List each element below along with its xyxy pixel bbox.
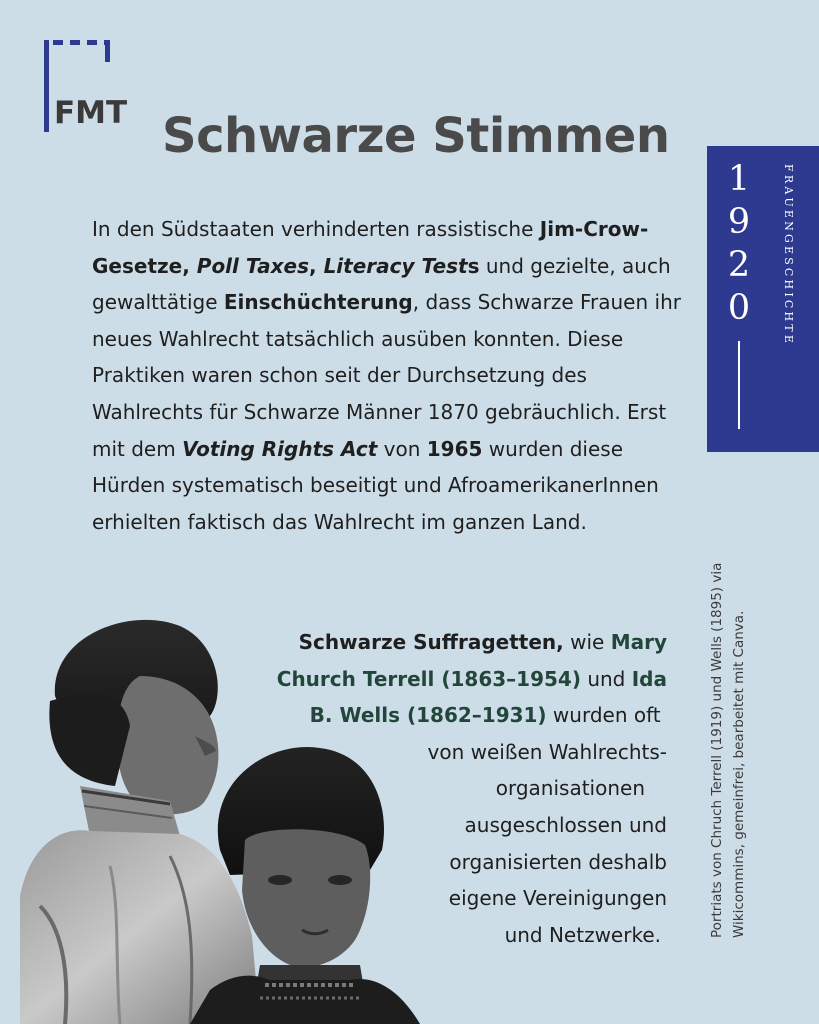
page-title: Schwarze Stimmen <box>162 108 670 164</box>
body-paragraph <box>92 211 682 540</box>
credit-line: Wikicommins, gemeinfrei, bearbeitet mit Canva. <box>731 610 747 938</box>
year-digit: 0 <box>727 288 751 328</box>
literacy-tests-suffix: s <box>467 253 480 278</box>
text-segment: und <box>580 666 632 691</box>
year-1965-term: 1965 <box>426 436 483 461</box>
text-line <box>207 697 667 734</box>
suffragettes-paragraph <box>207 624 667 953</box>
text-line: organisierten deshalb <box>449 849 667 874</box>
name-wells: Ida <box>631 666 667 691</box>
body-separator: , <box>309 253 324 278</box>
text-line <box>207 661 667 698</box>
body-text-segment: und gezielte, auch gewalttätige <box>92 253 671 315</box>
text-line: und Netzwerke. <box>504 922 661 947</box>
literacy-tests-term: Literacy Test <box>323 253 468 278</box>
text-segment: wurden oft <box>546 703 661 728</box>
text-line: organisationen <box>495 776 645 801</box>
name-terrell: Mary <box>610 630 667 654</box>
text-line: von weißen Wahlrechts- <box>427 739 667 764</box>
name-terrell: Church Terrell (1863–1954) <box>276 666 581 691</box>
body-separator: , <box>182 253 197 278</box>
text-line: eigene Vereinigungen <box>448 886 667 911</box>
text-line: ausgeschlossen und <box>464 812 667 837</box>
year-digit: 2 <box>727 245 751 285</box>
poll-taxes-term: Poll Taxes <box>196 253 309 278</box>
name-wells: B. Wells (1862–1931) <box>309 703 547 728</box>
jim-crow-term: Jim-Crow-Gesetze <box>92 217 649 278</box>
year-side-box <box>707 146 819 452</box>
year-divider-line <box>738 341 740 429</box>
body-text-segment: , dass Schwarze Frauen ihr neues Wahlrecht tatsächlich ausüben konnten. Diese Praktiken waren schon seit der Durchsetzung des Wahlrechts für Schwarze Männer 1870 gebräuchlich. Erst mit dem <box>92 290 681 461</box>
logo-text: FMT <box>54 95 128 131</box>
body-text-segment: wurden diese Hürden systematisch beseitigt und AfroamerikanerInnen erhielten faktisch das Wahlrecht im ganzen Land. <box>92 436 659 534</box>
credit-line: Portriats von Chruch Terrell (1919) und Wells (1895) via <box>709 562 725 938</box>
text-segment: wie <box>563 630 611 654</box>
category-label: FRAUENGESCHICHTE <box>782 164 795 347</box>
text-line <box>207 624 667 661</box>
suffragettes-heading: Schwarze Suffragetten, <box>298 630 564 654</box>
intimidation-term: Einschüchterung <box>223 290 413 315</box>
year-digits <box>721 158 757 330</box>
fmt-logo <box>44 40 128 135</box>
year-digit: 9 <box>727 202 751 242</box>
body-text-segment: von <box>377 436 427 461</box>
voting-rights-act-term: Voting Rights Act <box>182 436 378 461</box>
body-text-segment: In den Südstaaten verhinderten rassistische <box>92 217 540 241</box>
photo-credit <box>706 563 750 938</box>
year-digit: 1 <box>727 159 751 199</box>
